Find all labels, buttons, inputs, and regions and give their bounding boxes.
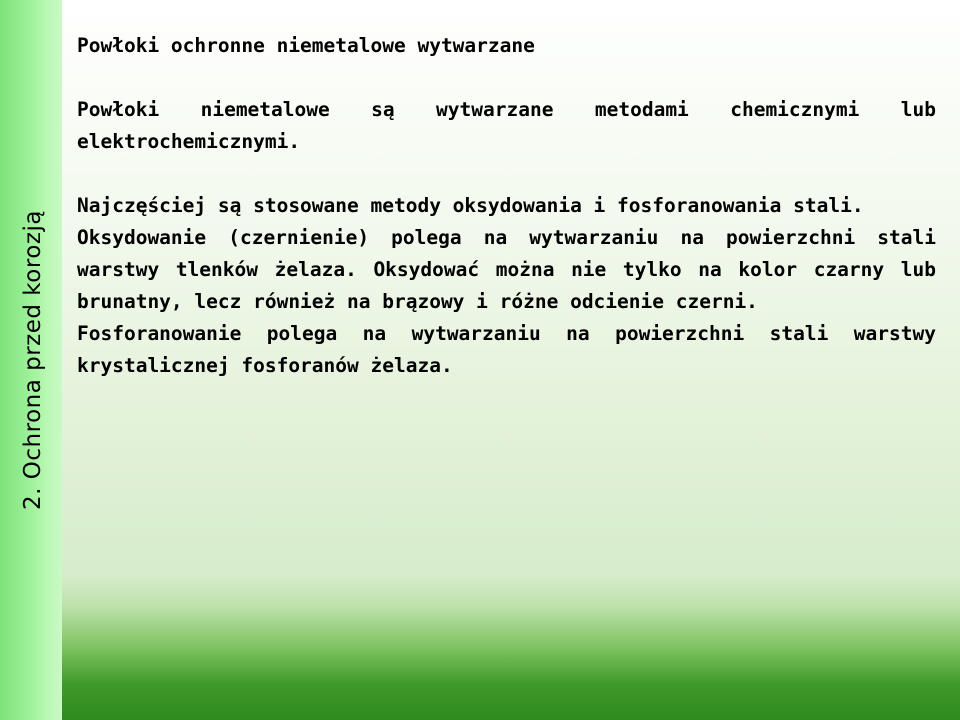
paragraph-common-methods: Najczęściej są stosowane metody oksydowania i fosforanowania stali. [77, 194, 864, 217]
section-title-vertical: 2. Ochrona przed korozją [20, 210, 46, 510]
slide-content [77, 30, 936, 382]
paragraph-phosphating: Fosforanowanie polega na wytwarzaniu na powierzchni stali warstwy krystalicznej fosforanów żelaza. [77, 322, 936, 377]
content-heading: Powłoki ochronne niemetalowe wytwarzane [77, 34, 535, 57]
paragraph-oxidizing: Oksydowanie (czernienie) polega na wytwarzaniu na powierzchni stali warstwy tlenków żelaza. Oksydować można nie tylko na kolor czarny lub brunatny, lecz również na brązowy i różne odcienie czerni. [77, 226, 936, 313]
spacer [77, 62, 936, 94]
paragraph-nonmetal-coatings: Powłoki niemetalowe są wytwarzane metodami chemicznymi lub elektrochemicznymi. [77, 98, 936, 153]
side-bar [0, 0, 62, 720]
spacer [77, 158, 936, 190]
